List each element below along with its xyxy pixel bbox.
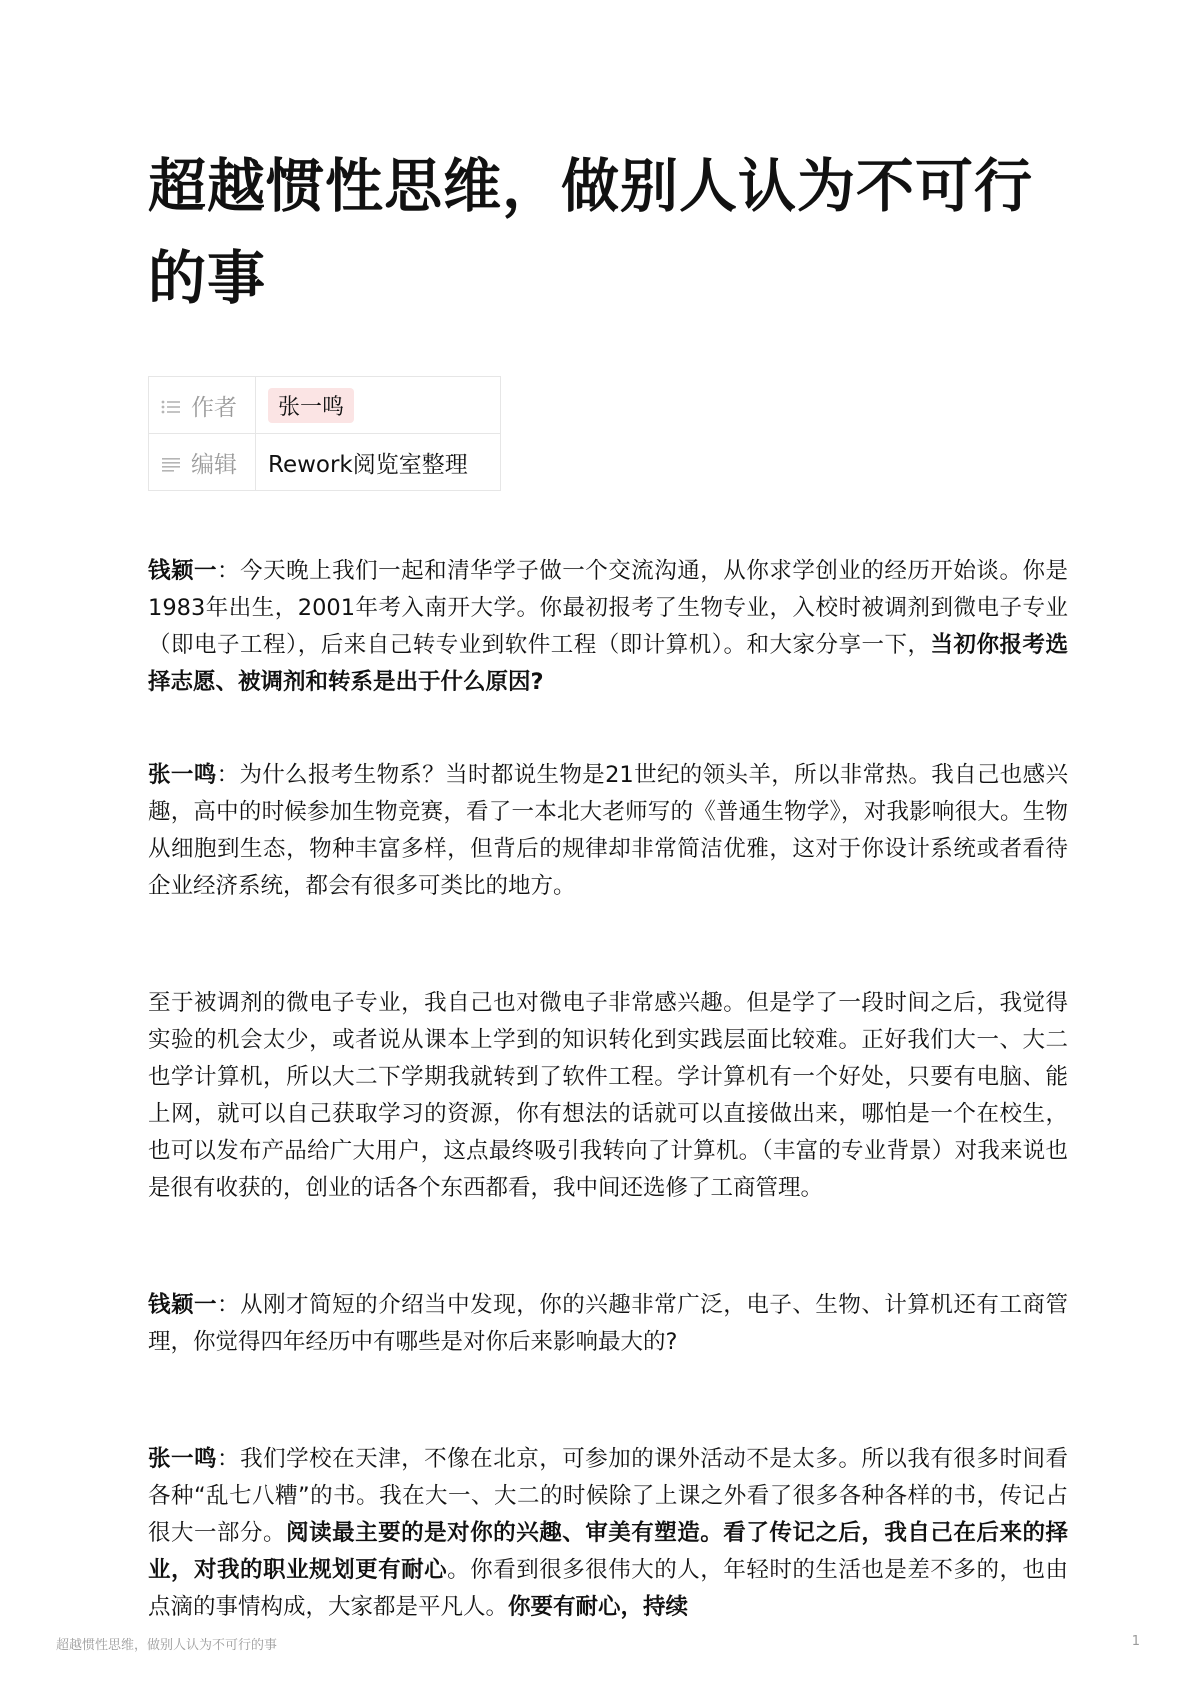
- emphasis-text: 你要有耐心，持续: [508, 1594, 689, 1620]
- property-value-cell[interactable]: [256, 377, 501, 434]
- property-row-editor: [149, 434, 501, 491]
- page-number: 1: [1131, 1634, 1140, 1649]
- page: [148, 140, 1068, 1626]
- text-lines-icon: [161, 452, 181, 478]
- paragraph-text: 。你看到很多很伟大的人，年轻时的生活也是差不多的，也由点滴的事情构成，大家都是平凡人。: [148, 1557, 1068, 1620]
- paragraph-text: 从刚才简短的介绍当中发现，你的兴趣非常广泛，电子、生物、计算机还有工商管理，你觉得四年经历中有哪些是对你后来影响最大的?: [148, 1292, 1068, 1355]
- speaker-separator: ：: [216, 762, 240, 788]
- speaker-name: 张一鸣: [148, 1446, 218, 1472]
- paragraph-text: 我们学校在天津，不像在北京，可参加的课外活动不是太多。所以我有很多时间看各种“乱七八糟”的书。我在大一、大二的时候除了上课之外看了很多各种各样的书，传记占很大一部分。: [148, 1446, 1068, 1546]
- paragraph: [148, 757, 1068, 905]
- speaker-separator: ：: [217, 558, 241, 584]
- author-tag[interactable]: 张一鸣: [268, 388, 354, 423]
- paragraph: [148, 553, 1068, 701]
- emphasis-text: 当初你报考选择志愿、被调剂和转系是出于什么原因?: [148, 632, 1068, 695]
- paragraph-text: 今天晚上我们一起和清华学子做一个交流沟通，从你求学创业的经历开始谈。你是1983年出生，2001年考入南开大学。你最初报考了生物专业，入校时被调剂到微电子专业（即电子工程），后来自己转专业到软件工程（即计算机）。和大家分享一下，: [148, 558, 1068, 658]
- property-key-label: 作者: [191, 394, 237, 421]
- property-row-author: [149, 377, 501, 434]
- speaker-separator: ：: [217, 1446, 241, 1472]
- paragraph-text: 为什么报考生物系？当时都说生物是21世纪的领头羊，所以非常热。我自己也感兴趣，高中的时候参加生物竞赛，看了一本北大老师写的《普通生物学》，对我影响很大。生物从细胞到生态，物种丰富多样，但背后的规律却非常简洁优雅，这对于你设计系统或者看待企业经济系统，都会有很多可类比的地方。: [148, 762, 1068, 899]
- page-title: 超越惯性思维，做别人认为不可行的事: [148, 152, 1034, 312]
- paragraph-text: 至于被调剂的微电子专业，我自己也对微电子非常感兴趣。但是学了一段时间之后，我觉得实验的机会太少，或者说从课本上学到的知识转化到实践层面比较难。正好我们大一、大二也学计算机，所以大二下学期我就转到了软件工程。学计算机有一个好处，只要有电脑、能上网，就可以自己获取学习的资源，你有想法的话就可以直接做出来，哪怕是一个在校生，也可以发布产品给广大用户，这点最终吸引我转向了计算机。（丰富的专业背景）对我来说也是很有收获的，创业的话各个东西都看，我中间还选修了工商管理。: [148, 990, 1068, 1201]
- paragraph: [148, 985, 1068, 1207]
- editor-value[interactable]: Rework阅览室整理: [268, 451, 468, 478]
- emphasis-text: 阅读最主要的是对你的兴趣、审美有塑造。看了传记之后，我自己在后来的择业，对我的职业规划更有耐心: [148, 1520, 1068, 1583]
- paragraph: [148, 1287, 1068, 1361]
- property-key-cell: [149, 434, 256, 491]
- footer-title: 超越惯性思维，做别人认为不可行的事: [56, 1638, 278, 1653]
- property-key-cell: [149, 377, 256, 434]
- article-body: [148, 553, 1068, 1626]
- speaker-name: 钱颖一: [148, 558, 218, 584]
- property-value-cell[interactable]: [256, 434, 501, 491]
- speaker-separator: ：: [217, 1292, 241, 1318]
- speaker-name: 张一鸣: [148, 762, 217, 788]
- properties-table: [148, 376, 501, 491]
- speaker-name: 钱颖一: [148, 1292, 218, 1318]
- property-key-label: 编辑: [191, 451, 237, 478]
- paragraph: [148, 1441, 1068, 1626]
- page-footer: [56, 1634, 1140, 1653]
- list-icon: [161, 395, 181, 421]
